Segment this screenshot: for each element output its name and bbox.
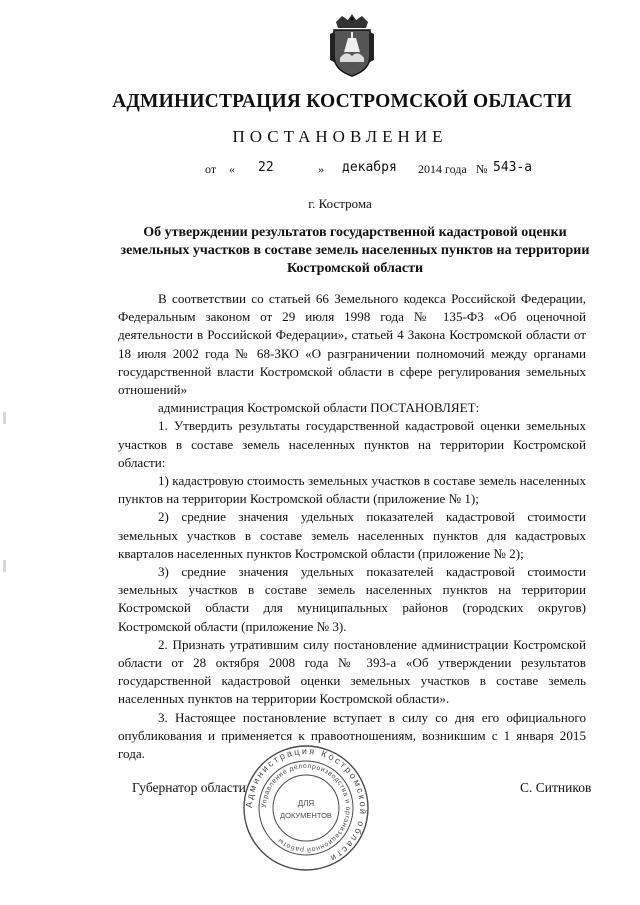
signature-name: С. Ситников	[520, 780, 592, 795]
city: г. Кострома	[308, 196, 372, 211]
stamp-center-line-2: ДОКУМЕНТОВ	[280, 811, 332, 820]
clause-1-item-1: 1) кадастровую стоимость земельных участков в составе земель населенных пунктов на территории Костромской области (приложение № 1);	[118, 473, 586, 507]
date-prefix: от	[205, 162, 217, 176]
stamp-center-line-1: ДЛЯ	[297, 799, 315, 808]
doc-number: 543-а	[493, 160, 533, 175]
stamp-inner-text: Управление делопроизводства и организационной работы	[260, 762, 352, 854]
date-month: декабря	[342, 160, 397, 175]
date-year: 2014 года	[418, 162, 467, 176]
clause-2: 2. Признать утратившим силу постановление администрации Костромской области от 28 октября 2008 года № 393-а «Об утверждении результатов государственной кадастровой оценки земельных участков в составе земель населенных пунктов на территории Костромской области».	[118, 636, 586, 707]
official-stamp	[242, 744, 370, 872]
resolves-paragraph: администрация Костромской области ПОСТАНОВЛЯЕТ:	[158, 400, 480, 416]
stamp-outer-text: Администрация Костромской области	[243, 745, 369, 865]
signature-position: Губернатор области	[132, 780, 246, 795]
doc-number-sign: №	[476, 162, 488, 176]
preamble-paragraph: В соответствии со статьей 66 Земельного кодекса Российской Федерации, Федеральным законом от 29 июля 1998 года № 135-ФЗ «Об оценочной деятельности в Российской Федерации», статьей 4 Закона Костромской области от 18 июля 2002 года № 68-ЗКО «О разграничении полномочий между органами государственной власти Костромской области в сфере регулирования земельных отношений»	[118, 291, 586, 398]
punch-mark	[3, 412, 6, 424]
clause-1-item-3: 3) средние значения удельных показателей кадастровой стоимости земельных участков в составе земель населенных пунктов на территории Костромской области для муниципальных районов (городских округов) Костромской области (приложение № 3).	[118, 564, 586, 634]
clause-1-item-2: 2) средние значения удельных показателей кадастровой стоимости земельных участков в составе земель населенных пунктов для кадастровых кварталов населенных пунктов Костромской области (приложение № 2);	[118, 509, 586, 561]
clause-3: 3. Настоящее постановление вступает в силу со дня его официального опубликования и применяется к правоотношениям, возникшим с 1 января 2015 года.	[118, 709, 586, 762]
punch-mark	[3, 560, 6, 572]
date-open-quote: «	[229, 162, 235, 176]
document-title: Об утверждении результатов государственной кадастровой оценки земельных участков в составе земель населенных пунктов на территории Костромской области	[120, 225, 590, 276]
clause-1: 1. Утвердить результаты государственной кадастровой оценки земельных участков в составе земель населенных пунктов на территории Костромской области:	[118, 418, 586, 470]
coat-of-arms-icon	[326, 14, 378, 80]
organization-name: АДМИНИСТРАЦИЯ КОСТРОМСКОЙ ОБЛАСТИ	[112, 91, 572, 112]
date-close-quote: »	[318, 162, 324, 176]
document-body	[118, 290, 586, 763]
date-day: 22	[258, 160, 274, 175]
svg-text:Управление делопроизводства и	[261, 763, 351, 854]
document-type: ПОСТАНОВЛЕНИЕ	[232, 127, 448, 146]
